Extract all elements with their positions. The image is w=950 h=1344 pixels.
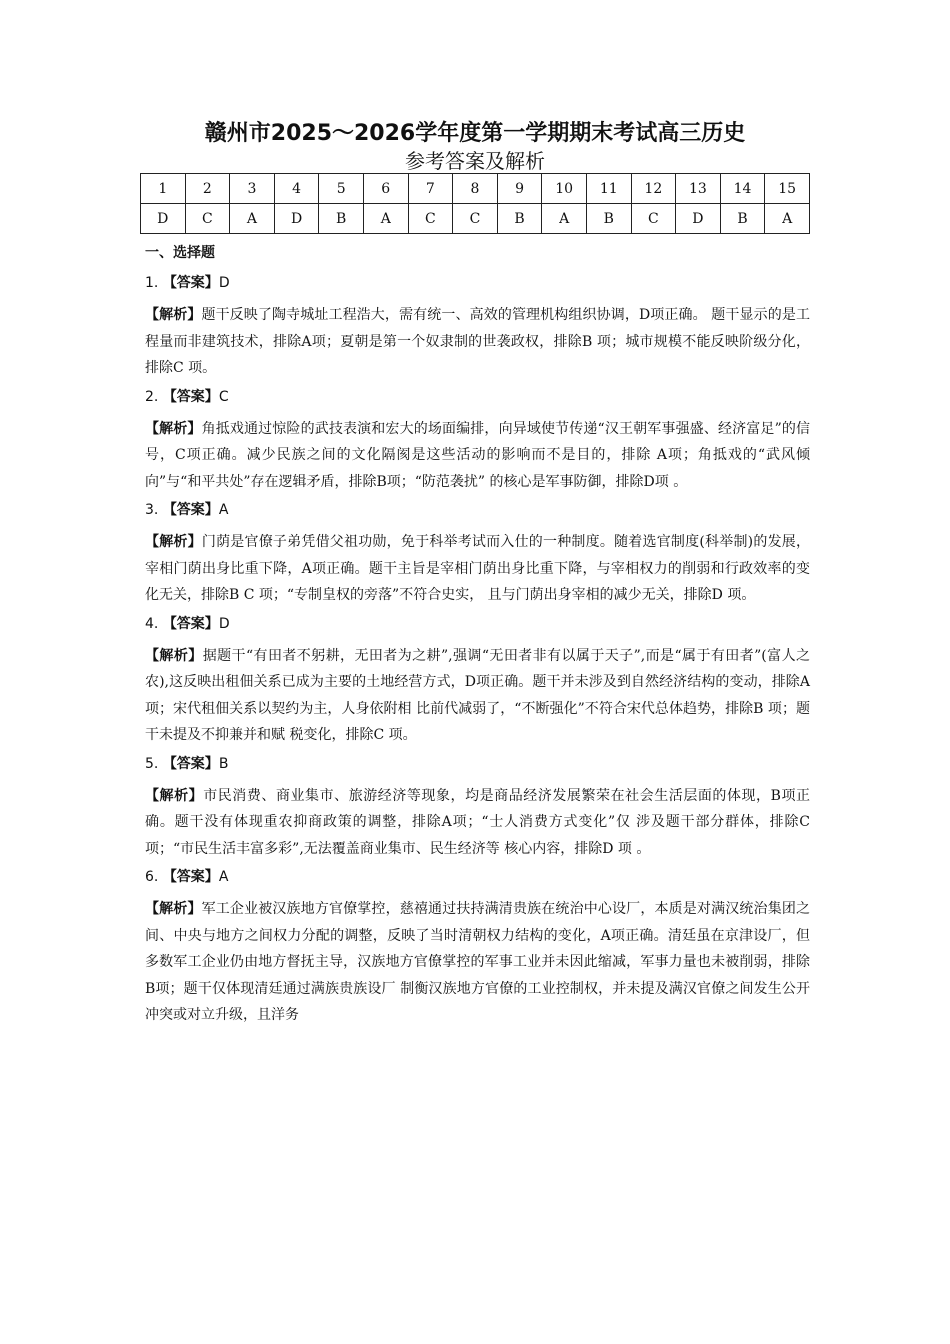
answer-letter: B [218,755,229,772]
answer-letter-cell: B [720,204,765,234]
answer-letter: D [218,615,230,632]
answer-line [145,866,810,886]
question-number-cell: 12 [631,174,676,204]
answer-line [145,386,810,406]
question-number-cell: 15 [765,174,810,204]
analysis-text: 角抵戏通过惊险的武技表演和宏大的场面编排，向异域使节传递“汉王朝军事强盛、经济富足”的信号，C项正确。减少民族之间的文化隔阂是这些活动的影响而不是目的，排除 A项；角抵戏的“武风倾向”与“和平共处”存在逻辑矛盾，排除B项；“防范袭扰” 的核心是军事防御，排除D项 。 [145,420,811,490]
answer-line [145,753,810,773]
question-number-cell: 13 [676,174,721,204]
answer-letter: D [218,275,230,291]
answer-letter-row [141,204,810,234]
question-number-cell: 3 [230,174,275,204]
question-number-cell: 4 [274,174,319,204]
question-block [145,613,810,749]
analysis-paragraph [145,302,810,382]
answer-line [145,499,810,519]
question-number-cell: 14 [720,174,765,204]
answer-key-table [140,173,810,234]
question-number-cell: 11 [586,174,631,204]
analysis-text: 军工企业被汉族地方官僚掌控，慈禧通过扶持满清贵族在统治中心设厂，本质是对满汉统治集团之间、中央与地方之间权力分配的调整，反映了当时清朝权力结构的变化，A项正确。清廷虽在京津设厂，但多数军工企业仍由地方督抚主导，汉族地方官僚掌控的军事工业并未因此缩减，军事力量也未被削弱，排除B项；题干仅体现清廷通过满族贵族设厂 制衡汉族地方官僚的工业控制权，并未提及满汉官僚之间发生公开冲突或对立升级，且洋务 [145,901,810,1023]
question-number: 4. [145,615,159,632]
answer-tag: 【答案】 [162,755,219,772]
answer-letter-cell: C [185,204,230,234]
answer-letter-cell: D [676,204,721,234]
analysis-text: 市民消费、商业集市、旅游经济等现象，均是商品经济发展繁荣在社会生活层面的体现，B项正确。题干没有体现重农抑商政策的调整，排除A项；“士人消费方式变化”仅 涉及题干部分群体，排除C项；“市民生活丰富多彩”,无法覆盖商业集市、民生经济等 核心内容，排除D 项 。 [145,787,810,857]
analysis-paragraph [145,643,810,749]
answer-letter-cell: C [408,204,453,234]
analysis-tag: 【解析】 [145,647,203,664]
page-subtitle: 参考答案及解析 [405,149,545,173]
answer-letter-cell: B [319,204,364,234]
answer-letter-cell: C [453,204,498,234]
question-number-cell: 8 [453,174,498,204]
question-number: 2. [145,388,159,405]
analysis-text: 据题干“有田者不躬耕，无田者为之耕”,强调“无田者非有以属于天子”,而是“属于有田者”(富人之农),这反映出租佃关系已成为主要的土地经营方式，D项正确。题干并未涉及到自然经济结构的变动，排除A 项；宋代租佃关系以契约为主，人身依附相 比前代减弱了，“不断强化”不符合宋代总体趋势，排除B 项；题干未提及不抑兼并和赋 税变化，排除C 项。 [145,647,811,743]
question-number-row [141,174,810,204]
answer-letter-cell: A [765,204,810,234]
answer-letter: C [218,388,229,405]
question-number: 6. [145,869,159,885]
analysis-tag: 【解析】 [145,787,204,804]
analysis-paragraph [145,896,810,1029]
analysis-tag: 【解析】 [145,420,202,437]
analysis-tag: 【解析】 [145,901,202,917]
answer-tag: 【答案】 [162,869,219,885]
answer-letter: A [218,502,229,518]
analysis-tag: 【解析】 [145,307,202,323]
question-number-cell: 10 [542,174,587,204]
section-heading: 一、选择题 [145,245,215,261]
question-number: 3. [145,502,159,518]
answer-tag: 【答案】 [162,502,219,518]
question-number: 1. [145,275,159,291]
analysis-tag: 【解析】 [145,534,202,550]
answer-letter: A [218,869,229,885]
answer-letter-cell: A [230,204,275,234]
analysis-text: 题干反映了陶寺城址工程浩大，需有统一、高效的管理机构组织协调，D项正确。 题干显示的是工程量而非建筑技术，排除A项；夏朝是第一个奴隶制的世袭政权，排除B 项；城市规模不能反映阶级分化，排除C 项。 [145,307,810,376]
question-block [145,386,810,496]
answer-letter-cell: A [363,204,408,234]
question-number-cell: 7 [408,174,453,204]
analysis-text: 门荫是官僚子弟凭借父祖功勋，免于科举考试而入仕的一种制度。随着选官制度(科举制)的发展，宰相门荫出身比重下降，A项正确。题干主旨是宰相门荫出身比重下降，与宰相权力的削弱和行政效率的变化无关，排除B C 项；“专制皇权的旁落”不符合史实， 且与门荫出身宰相的减少无关，排除D 项。 [145,534,811,603]
answer-letter-cell: A [542,204,587,234]
question-block [145,272,810,382]
content-body [145,242,810,1033]
question-number-cell: 6 [363,174,408,204]
question-number-cell: 9 [497,174,542,204]
page-title: 赣州市2025～2026学年度第一学期期末考试高三历史 [204,121,746,146]
analysis-paragraph [145,783,810,863]
answer-line [145,272,810,292]
answer-letter-cell: C [631,204,676,234]
answer-letter-cell: B [586,204,631,234]
question-number: 5. [145,755,159,772]
question-block [145,499,810,609]
analysis-paragraph [145,529,810,609]
question-block [145,753,810,863]
question-number-cell: 2 [185,174,230,204]
question-list [145,272,810,1029]
answer-letter-cell: B [497,204,542,234]
answer-letter-cell: D [141,204,186,234]
analysis-paragraph [145,416,810,496]
question-number-cell: 5 [319,174,364,204]
question-number-cell: 1 [141,174,186,204]
question-block [145,866,810,1029]
answer-tag: 【答案】 [162,388,219,405]
answer-tag: 【答案】 [162,275,219,291]
answer-letter-cell: D [274,204,319,234]
answer-tag: 【答案】 [162,615,219,632]
answer-line [145,613,810,633]
